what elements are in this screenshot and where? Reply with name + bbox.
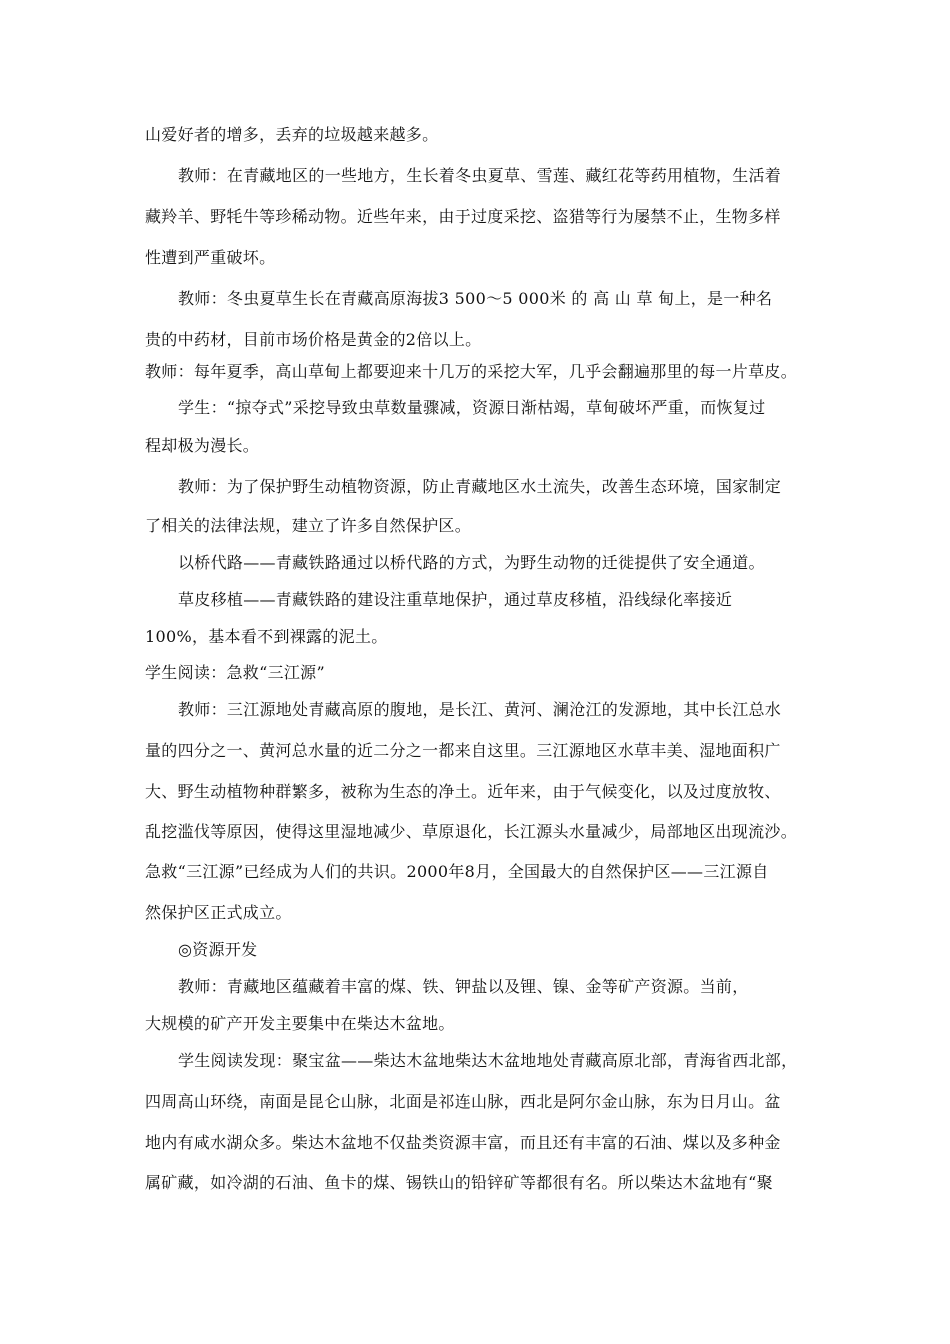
text-line: 草皮移植——青藏铁路的建设注重草地保护，通过草皮移植，沿线绿化率接近 bbox=[178, 590, 733, 609]
text-line: 教师：冬虫夏草生长在青藏高原海拔3 500～5 000米 的 高 山 草 甸上，是一种名 bbox=[178, 289, 773, 308]
text-line: 以桥代路——青藏铁路通过以桥代路的方式，为野生动物的迁徙提供了安全通道。 bbox=[178, 553, 765, 572]
text-line: 100%，基本看不到裸露的泥土。 bbox=[145, 627, 388, 646]
text-line: 教师：在青藏地区的一些地方，生长着冬虫夏草、雪莲、藏红花等药用植物，生活着 bbox=[178, 166, 782, 185]
text-line: 然保护区正式成立。 bbox=[145, 903, 292, 922]
text-line: 量的四分之一、黄河总水量的近二分之一都来自这里。三江源地区水草丰美、湿地面积广 bbox=[145, 741, 781, 760]
text-line: 四周高山环绕，南面是昆仑山脉，北面是祁连山脉，西北是阿尔金山脉，东为日月山。盆 bbox=[145, 1092, 781, 1111]
section-heading: ◎资源开发 bbox=[178, 940, 258, 959]
text-line: 教师：青藏地区蕴藏着丰富的煤、铁、钾盐以及锂、镍、金等矿产资源。当前， bbox=[178, 977, 749, 996]
text-line: 教师：每年夏季，高山草甸上都要迎来十几万的采挖大军，几乎会翻遍那里的每一片草皮。 bbox=[145, 362, 798, 381]
text-line: 大规模的矿产开发主要集中在柴达木盆地。 bbox=[145, 1014, 455, 1033]
text-line: 地内有咸水湖众多。柴达木盆地不仅盐类资源丰富，而且还有丰富的石油、煤以及多种金 bbox=[145, 1133, 781, 1152]
text-line: 性遭到严重破坏。 bbox=[145, 248, 276, 267]
text-line: 教师：三江源地处青藏高原的腹地，是长江、黄河、澜沧江的发源地，其中长江总水 bbox=[178, 700, 782, 719]
text-line: 属矿藏，如冷湖的石油、鱼卡的煤、锡铁山的铅锌矿等都很有名。所以柴达木盆地有“聚 bbox=[145, 1173, 773, 1192]
text-line: 程却极为漫长。 bbox=[145, 436, 260, 455]
text-line: 学生阅读发现：聚宝盆——柴达木盆地柴达木盆地地处青藏高原北部，青海省西北部， bbox=[178, 1051, 798, 1070]
text-line: 学生：“掠夺式”采挖导致虫草数量骤减，资源日渐枯竭，草甸破坏严重，而恢复过 bbox=[178, 398, 766, 417]
text-line: 乱挖滥伐等原因，使得这里湿地减少、草原退化，长江源头水量减少，局部地区出现流沙。 bbox=[145, 822, 798, 841]
text-line: 藏羚羊、野牦牛等珍稀动物。近些年来，由于过度采挖、盗猎等行为屡禁不止，生物多样 bbox=[145, 207, 781, 226]
text-line: 山爱好者的增多，丢弃的垃圾越来越多。 bbox=[145, 125, 439, 144]
text-line: 学生阅读：急救“三江源” bbox=[145, 663, 325, 682]
text-line: 急救“三江源”已经成为人们的共识。2000年8月，全国最大的自然保护区——三江源自 bbox=[145, 862, 769, 881]
text-line: 了相关的法律法规，建立了许多自然保护区。 bbox=[145, 516, 472, 535]
text-line: 大、野生动植物种群繁多，被称为生态的净土。近年来，由于气候变化，以及过度放牧、 bbox=[145, 782, 781, 801]
text-line: 贵的中药材，目前市场价格是黄金的2倍以上。 bbox=[145, 330, 482, 349]
text-line: 教师：为了保护野生动植物资源，防止青藏地区水土流失，改善生态环境，国家制定 bbox=[178, 477, 782, 496]
